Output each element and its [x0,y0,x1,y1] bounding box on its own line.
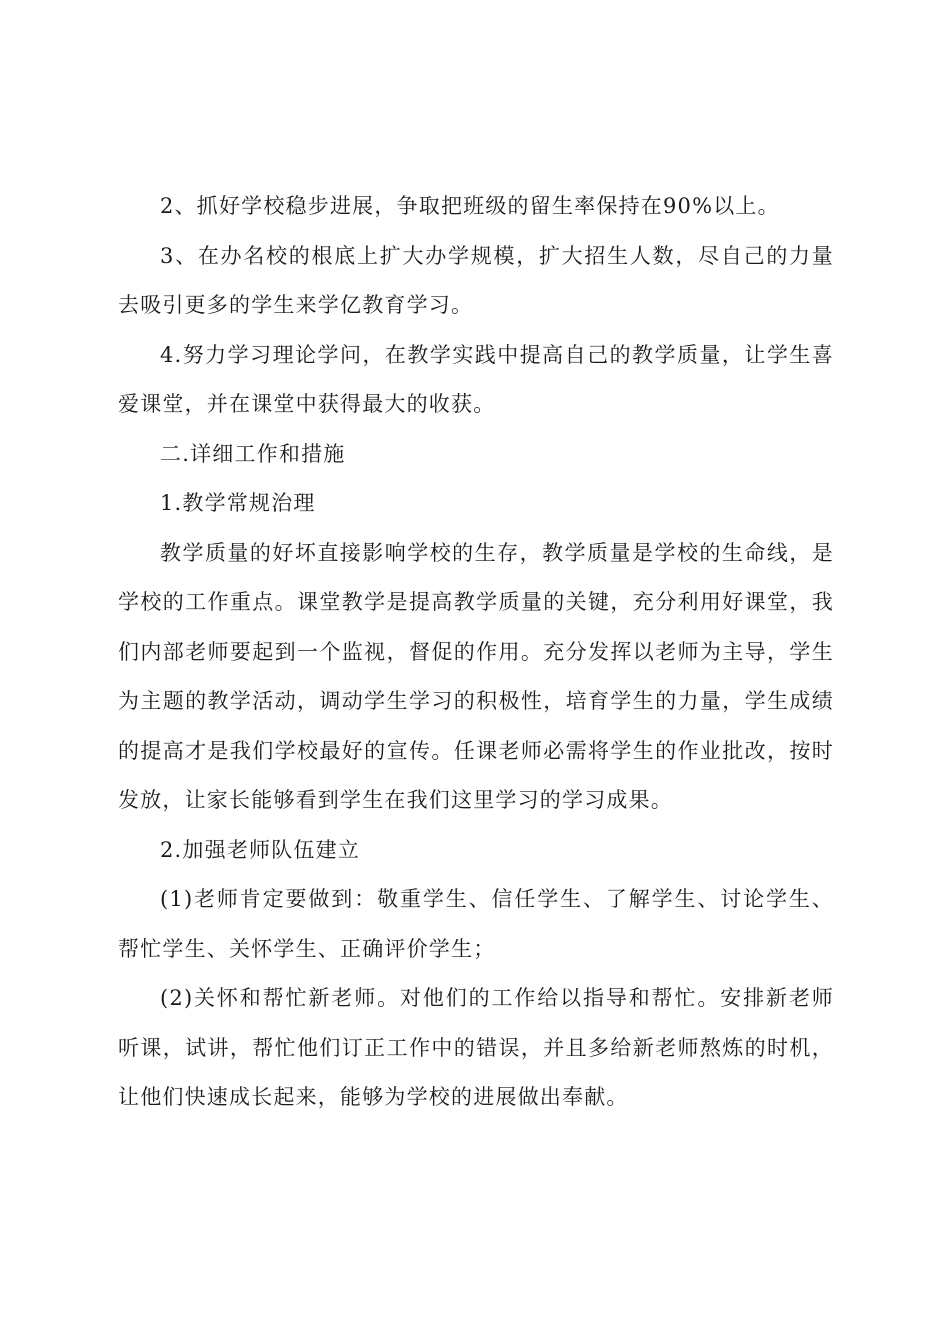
subheading-teacher-team: 2.加强老师队伍建立 [160,837,361,862]
paragraph-teaching-quality: 教学质量的好坏直接影响学校的生存，教学质量是学校的生命线，是学校的工作重点。课堂教学是提高教学质量的关键，充分利用好课堂，我们内部老师要起到一个监视，督促的作用。充分发挥以老师为主导，学生为主题的教学活动，调动学生学习的积极性，培育学生的力量，学生成绩的提高才是我们学校最好的宣传。任课老师必需将学生的作业批改，按时发放，让家长能够看到学生在我们这里学习的学习成果。 [118,540,834,812]
section-heading-work-measures: 二.详细工作和措施 [160,441,346,466]
document-body [118,182,834,1123]
paragraph-goal-2: 2、抓好学校稳步进展，争取把班级的留生率保持在90%以上。 [160,194,780,218]
subheading-teaching-management: 1.教学常规治理 [160,491,316,515]
paragraph-goal-3: 3、在办名校的根底上扩大办学规模，扩大招生人数，尽自己的力量去吸引更多的学生来学亿教育学习。 [118,243,834,317]
paragraph-goal-4: 4.努力学习理论学问，在教学实践中提高自己的教学质量，让学生喜爱课堂，并在课堂中获得最大的收获。 [118,342,834,416]
paragraph-new-teacher-support: (2)关怀和帮忙新老师。对他们的工作给以指导和帮忙。安排新老师听课，试讲，帮忙他们订正工作中的错误，并且多给新老师熬炼的时机，让他们快速成长起来，能够为学校的进展做出奉献。 [118,986,834,1109]
paragraph-teacher-requirements: (1)老师肯定要做到：敬重学生、信任学生、了解学生、讨论学生、帮忙学生、关怀学生、正确评价学生； [118,887,834,961]
